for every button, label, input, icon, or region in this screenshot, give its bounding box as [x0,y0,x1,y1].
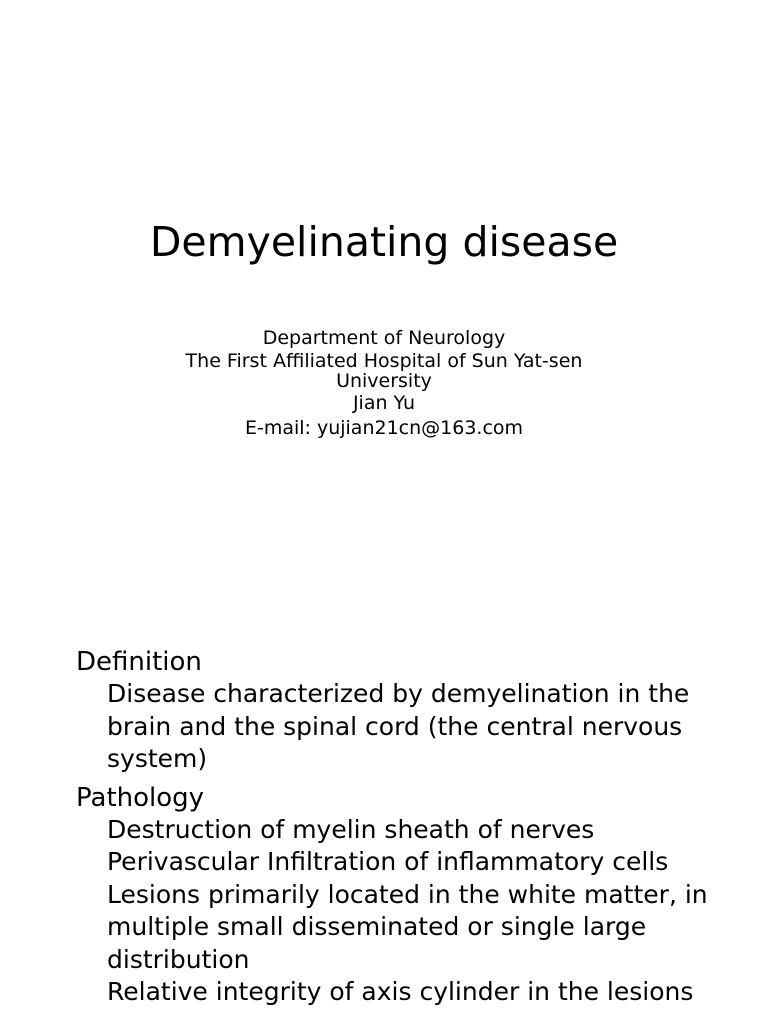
slide-subtitle [150,326,618,441]
list-item: Perivascular Infiltration of inflammatory cells [107,847,669,876]
slide-title: Demyelinating disease [149,218,619,266]
department-line: Department of Neurology [262,327,506,349]
university-line: University [336,370,432,392]
pathology-list [76,814,736,1009]
list-item: Disease characterized by demyelination in the brain and the spinal cord (the central nervous system) [107,679,690,773]
hospital-line: The First Affiliated Hospital of Sun Yat-sen [185,350,583,372]
list-item: Destruction of myelin sheath of nerves [107,814,595,844]
list-item: Relative integrity of axis cylinder in the lesions [107,977,694,1006]
definition-list [76,678,736,776]
slide-body [76,646,736,1015]
author-line: Jian Yu [352,392,416,414]
email-line: E-mail: yujian21cn@163.com [244,417,524,439]
section-heading-definition: Definition [76,647,202,677]
section-heading-pathology: Pathology [76,782,205,813]
list-item: Lesions primarily located in the white matter, in multiple small disseminated or single large distribution [107,879,708,974]
content-slide [0,576,768,1024]
